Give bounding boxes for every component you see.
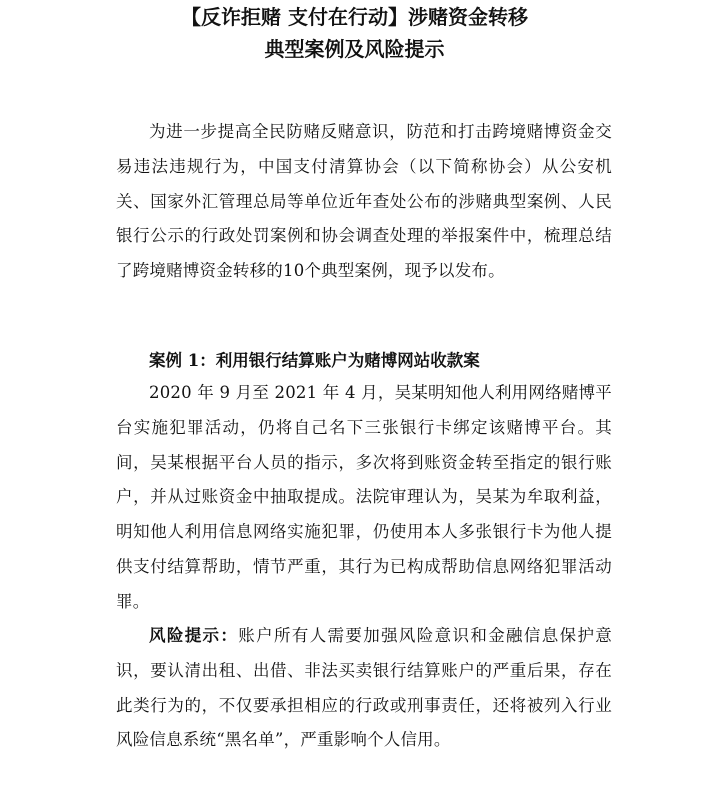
risk-tip-text: 账户所有人需要加强风险意识和金融信息保护意识，要认清出租、出借、非法买卖银行结算账户的严重后果，存在此类行为的，不仅要承担相应的行政或刑事责任，还将被列入行业风险信息系统“黑名单”，严重影响个人信用。 — [116, 626, 613, 750]
risk-tip-label: 风险提示： — [149, 626, 239, 645]
intro-paragraph: 为进一步提高全民防赌反赌意识，防范和打击跨境赌博资金交易违法违规行为，中国支付清算协会（以下简称协会）从公安机关、国家外汇管理总局等单位近年查处公布的涉赌典型案例、人民银行公示的行政处罚案例和协会调查处理的举报案件中，梳理总结了跨境赌博资金转移的10个典型案例，现予以发布。 — [116, 122, 612, 281]
page-title: 【反诈拒赌 支付在行动】涉赌资金转移 — [181, 5, 528, 29]
page-subtitle: 典型案例及风险提示 — [264, 37, 445, 61]
risk-tip-paragraph — [116, 619, 612, 758]
case-1-heading: 案例 1：利用银行结算账户为赌博网站收款案 — [149, 351, 480, 370]
case-1-body: 2020 年 9 月至 2021 年 4 月，吴某明知他人利用网络赌博平台实施犯罪活动，仍将自己名下三张银行卡绑定该赌博平台。其间，吴某根据平台人员的指示，多次将到账资金转至指定的银行账户，并从过账资金中抽取提成。法院审理认为，吴某为牟取利益，明知他人利用信息网络实施犯罪，仍使用本人多张银行卡为他人提供支付结算帮助，情节严重，其行为已构成帮助信息网络犯罪活动罪。 — [116, 383, 612, 611]
